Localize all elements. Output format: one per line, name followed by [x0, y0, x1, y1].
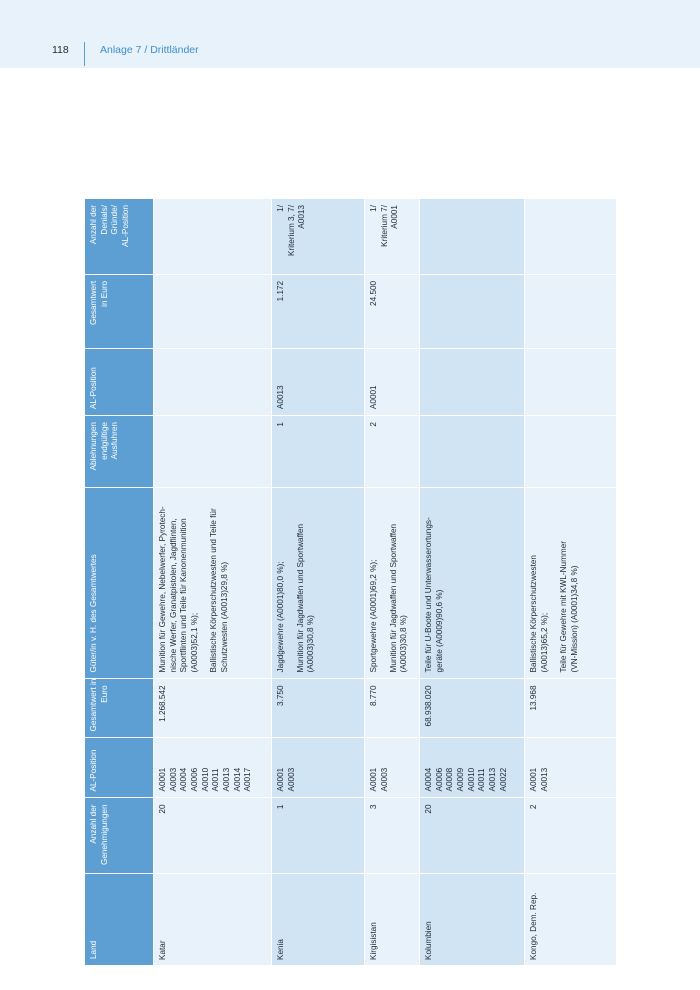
cell-land: Kenia [272, 874, 365, 966]
cell-denials [525, 199, 617, 275]
cell-anzahl: 3 [365, 798, 420, 874]
cell-al-position-2: A0013 [272, 348, 365, 415]
cell-anzahl: 20 [154, 798, 272, 874]
cell-ablehnungen [525, 416, 617, 488]
cell-land: Kolumbien [420, 874, 525, 966]
cell-gesamtwert-2: 1.172 [272, 274, 365, 348]
cell-gueter: Teile für U-Boote und Unterwasserortungs- geräte (A0009)90,6 %) [420, 487, 525, 679]
table-row [420, 199, 525, 966]
rotated-table [85, 198, 616, 966]
cell-gesamtwert: 68.938.020 [420, 679, 525, 738]
col-header-anzahl: Anzahl der Genehmigungen [85, 798, 154, 874]
cell-ablehnungen [420, 416, 525, 488]
col-header-land: Land [85, 874, 154, 966]
cell-codes: A0001 A0013 [525, 738, 617, 798]
cell-codes: A0001 A0003 A0004 A0006 A0010 A0011 A0013 A0014 A0017 [154, 738, 272, 798]
export-table [85, 198, 616, 966]
cell-codes: A0001 A0003 [365, 738, 420, 798]
col-header-gesamtwert-2: Gesamtwert in Euro [85, 274, 154, 348]
cell-land: Kongo, Dem. Rep. [525, 874, 617, 966]
cell-ablehnungen: 1 [272, 416, 365, 488]
rotated-table-container [85, 198, 616, 966]
header-divider [84, 42, 85, 66]
col-header-gueter: Güter/in v. H. des Gesamtwertes [85, 487, 154, 679]
col-header-denials: Anzahl der Denials/ Gründe/ AL-Position [85, 199, 154, 275]
cell-al-position-2 [420, 348, 525, 415]
cell-anzahl: 20 [420, 798, 525, 874]
cell-gueter: Sportgewehre (A0001)69,2 %); Munition für Jagdwaffen und Sportwaffen (A0003)30,8 %) [365, 487, 420, 679]
col-header-gesamtwert: Gesamtwert in Euro [85, 679, 154, 738]
cell-ablehnungen: 2 [365, 416, 420, 488]
table-header-row [85, 199, 154, 966]
cell-ablehnungen [154, 416, 272, 488]
cell-gesamtwert: 1.268.542 [154, 679, 272, 738]
page-number: 118 [52, 44, 69, 56]
cell-al-position-2: A0001 [365, 348, 420, 415]
cell-gesamtwert-2 [525, 274, 617, 348]
cell-denials: 1/ Kriterium 3, 7/ A0013 [272, 199, 365, 275]
cell-anzahl: 2 [525, 798, 617, 874]
cell-land: Katar [154, 874, 272, 966]
cell-denials [154, 199, 272, 275]
cell-al-position-2 [525, 348, 617, 415]
col-header-ablehnungen: Ablehnungen endgültige Ausfuhren [85, 416, 154, 488]
cell-gesamtwert-2 [420, 274, 525, 348]
cell-gesamtwert-2: 24.500 [365, 274, 420, 348]
section-title: Anlage 7 / Drittländer [100, 44, 199, 56]
cell-gesamtwert-2 [154, 274, 272, 348]
table-row [272, 199, 365, 966]
cell-anzahl: 1 [272, 798, 365, 874]
cell-codes: A0004 A0006 A0008 A0009 A0010 A0011 A0013 A0022 [420, 738, 525, 798]
cell-denials [420, 199, 525, 275]
cell-codes: A0001 A0003 [272, 738, 365, 798]
col-header-al-position-2: AL-Position [85, 348, 154, 415]
cell-land: Kirgisistan [365, 874, 420, 966]
page-header [0, 0, 700, 68]
cell-gesamtwert: 13.968 [525, 679, 617, 738]
col-header-al-position: AL-Position [85, 738, 154, 798]
table-row [154, 199, 272, 966]
cell-denials: 1/ Kriterium 7/ A0001 [365, 199, 420, 275]
cell-al-position-2 [154, 348, 272, 415]
table-row [525, 199, 617, 966]
cell-gueter: Jagdgewehre (A0001)80,0 %); Munition für Jagdwaffen und Sportwaffen (A0003)30,8 %) [272, 487, 365, 679]
cell-gueter: Munition für Gewehre, Nebelwerfer, Pyrotech- nische Werfer, Granatpistolen, Jagdflinten, Sportflinten und Teile für Kanonenmunition (A0003)52,1 %); Ballistische Körperschutzwesten und Teile für Schutzwesten (A0013)29,8 %) [154, 487, 272, 679]
cell-gesamtwert: 3.750 [272, 679, 365, 738]
cell-gesamtwert: 8.770 [365, 679, 420, 738]
cell-gueter: Ballistische Körperschutzwesten (A0013)65,2 %); Teile für Gewehre mit KWL-Nummer (VN-Mission) (A0001)34,8 %) [525, 487, 617, 679]
table-row [365, 199, 420, 966]
